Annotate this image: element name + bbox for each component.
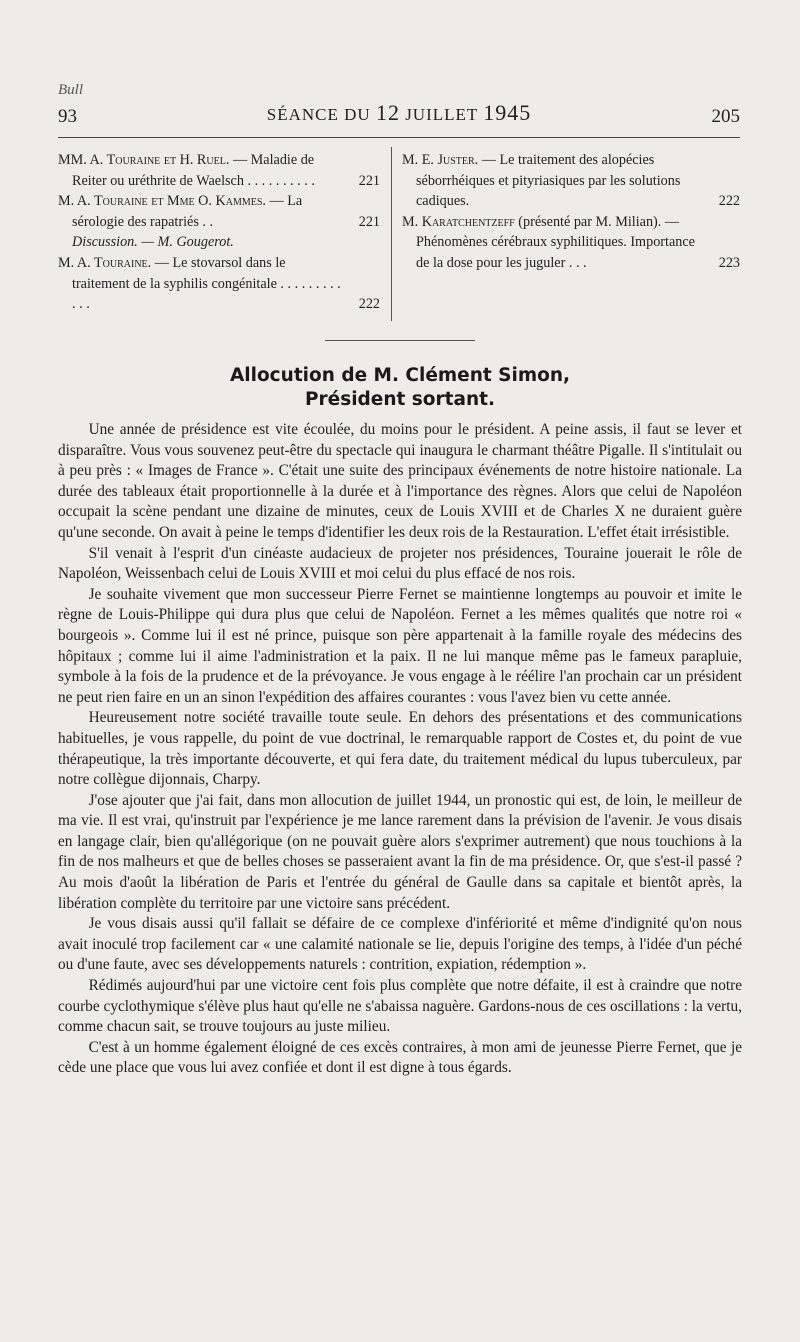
paragraph: J'ose ajouter que j'ai fait, dans mon allocution de juillet 1944, un pronostic qui est, de loin, le meilleur de ma vie. Il est vrai, qu'instruit par l'expérience je me lance rarement dans la prévision de l'avenir. Je vous disais en langage clair, bien qu'allégorique (on ne pouvait guère alors s'exprimer autrement) que nous touchions à la fin de nos malheurs et que de belles choses se passeraient avant la fin de ma présidence. Or, que s'est-il passé ? Au mois d'août la libération de Paris et l'entrée du général de Gaulle dans sa capitale et bientôt après, la libération complète du territoire par une victoire sans précédent.	[58, 791, 742, 912]
title-line-1: Allocution de M. Clément Simon,	[229, 365, 571, 386]
toc-text: — Maladie de Reiter ou uréthrite de Waelsch . . . . . . . . . .	[72, 152, 315, 189]
paragraph: Une année de présidence est vite écoulée, du moins pour le président. A peine assis, il faut se lever et disparaître. Vous vous souvenez peut-être du spectacle qui inaugura le charmant théâtre Pigalle. Il s'intitulait ou à peu près : « Images de France ». C'était une suite des principaux événements de notre histoire nationale. La durée des tableaux était proportionnelle à la durée et à l'importance des règnes. Alors que celui de Napoléon occupait la scène pendant une dizaine de minutes, ceux de Louis XVIII et de Charles X ne duraient guère qu'une seconde. On avait à peine le temps d'identifier les deux rois de la Restauration. L'effet était irrésistible.	[58, 421, 742, 541]
toc-author: M. E. Juster.	[402, 152, 479, 168]
toc-page: 223	[718, 254, 740, 271]
title-line-2: Président sortant.	[304, 389, 496, 410]
toc-author: MM. A. Touraine et H. Ruel.	[58, 152, 230, 168]
toc-left-column	[58, 150, 380, 315]
article-title	[0, 364, 800, 412]
running-title-year: 1945	[483, 100, 532, 125]
toc-text: (présenté par M. Milian). — Phénomènes cérébraux syphilitiques. Importance de la dose pour les juguler . . .	[416, 213, 695, 271]
handwritten-annotation: Bull	[58, 82, 83, 98]
toc-right-column	[402, 150, 740, 274]
running-title-part-b: JUILLET	[405, 105, 478, 124]
page-number-right: 205	[711, 106, 740, 127]
toc-entry	[58, 191, 380, 232]
toc-page: 222	[718, 193, 740, 210]
paragraph: Je souhaite vivement que mon successeur Pierre Fernet se maintienne longtemps au pouvoir et imite le règne de Louis-Philippe qui dura plus que celui de Napoléon. Fernet a les mêmes qualités que notre roi « bourgeois ». Comme lui il est né prince, puisque son père appartenait à la famille royale des médecins des hôpitaux ; comme lui il aime l'administration et la paix. Il ne lui manque même pas le fameux parapluie, symbole à la fois de la prudence et de la prévoyance. Je vous engage à le réélire l'an prochain car un président ne peut rien faire en un an sinon l'expédition des affaires courantes : vous l'avez bien vu cette année.	[58, 585, 742, 706]
running-title-part-a: SÉANCE DU	[266, 105, 371, 124]
toc-page: 222	[358, 296, 380, 313]
toc-author: M. Karatchentzeff	[402, 213, 515, 230]
toc-entry	[58, 150, 380, 191]
section-rule	[325, 340, 475, 341]
header-rule	[58, 137, 740, 138]
running-header	[58, 100, 740, 134]
paragraph: S'il venait à l'esprit d'un cinéaste audacieux de projeter nos présidences, Touraine jouerait le rôle de Napoléon, Weissenbach celui de Louis XVIII et moi celui du plus effacé de nos rois.	[58, 544, 742, 583]
paragraph: Je vous disais aussi qu'il fallait se défaire de ce complexe d'infériorité et même d'indignité qu'on nous avait inoculé trop facilement car « une calamité nationale se lie, depuis l'origine des temps, à l'idée d'un péché ou d'une faute, avec ses développements naturels : contrition, expiation, rédemption ».	[58, 915, 742, 974]
toc-author: M. A. Touraine et Mme O. Kammes.	[58, 193, 266, 210]
paragraph: Rédimés aujourd'hui par une victoire cent fois plus complète que notre défaite, il est à craindre que notre courbe cyclothymique s'élève plus haut qu'elle ne s'abaissa naguère. Gardons-nous de ces oscillations : la vertu, comme chacun sait, se trouve toujours au juste milieu.	[58, 977, 742, 1036]
toc-entry	[402, 212, 740, 274]
toc-entry	[58, 253, 380, 315]
toc-text: — La sérologie des rapatriés . .	[72, 193, 303, 230]
toc-text: — Le traitement des alopécies séborrhéiques et pityriasiques par les solutions cadiques.	[416, 152, 681, 210]
toc-entry	[58, 232, 380, 253]
toc-author: M. A. Touraine.	[58, 254, 152, 271]
toc-page: 221	[358, 213, 380, 230]
toc-text: Discussion. — M. Gougerot.	[72, 234, 234, 251]
toc-text: — Le stovarsol dans le traitement de la syphilis congénitale . . . . . . . . . . . .	[72, 254, 341, 313]
toc-entry	[402, 150, 740, 212]
article-body	[58, 420, 742, 1079]
paragraph: C'est à un homme également éloigné de ces excès contraires, à mon ami de jeunesse Pierre Fernet, que je cède une place que vous lui avez confiée et dont il est digne à tous égards.	[58, 1038, 742, 1077]
toc-page: 221	[358, 172, 380, 189]
paragraph: Heureusement notre société travaille toute seule. En dehors des présentations et des communications habituelles, je vous rappelle, du point de vue doctrinal, le remarquable rapport de Costes et, du point de vue thérapeutique, la très importante découverte, et qui fera date, du traitement médical du lupus tuberculeux, par notre collègue dijonnais, Charpy.	[58, 709, 742, 789]
running-title-day: 12	[375, 100, 400, 125]
page-number-left: 93	[58, 106, 77, 127]
running-title	[58, 100, 740, 126]
column-divider	[391, 147, 392, 321]
